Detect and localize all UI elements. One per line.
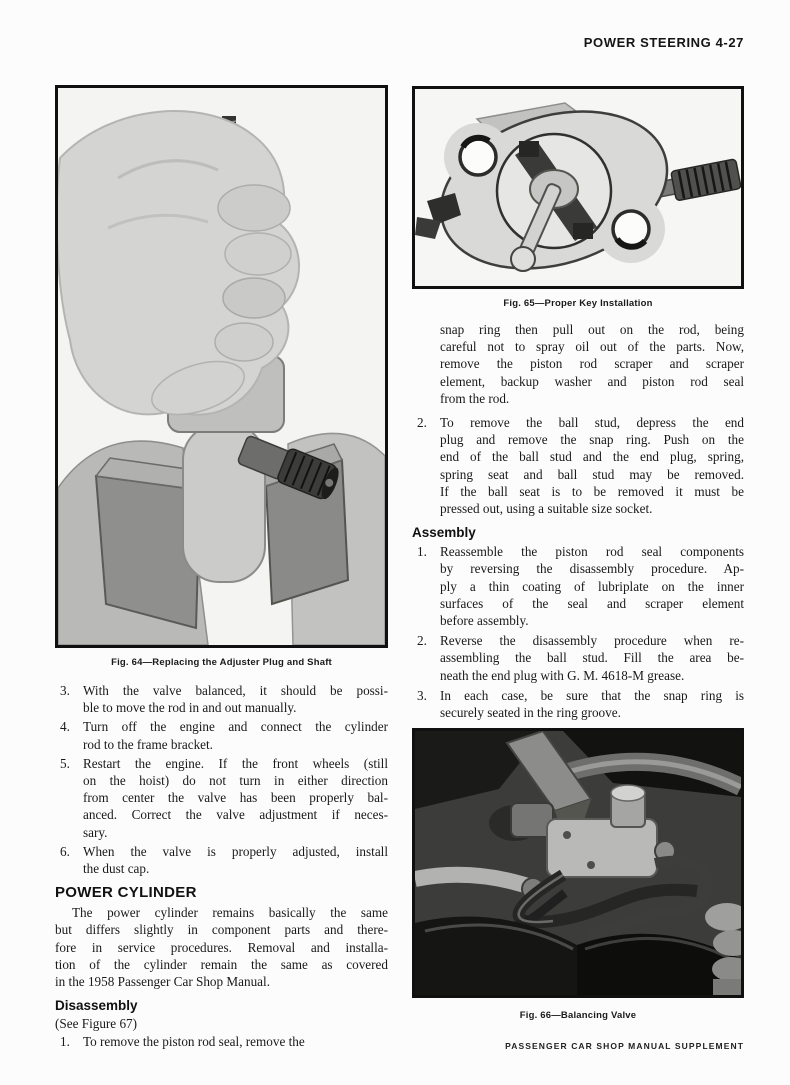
step-text: Turn off the engine and connect the cylinder rod to the frame bracket. (83, 719, 388, 752)
figure-66-photo (415, 731, 741, 995)
power-cylinder-heading: POWER CYLINDER (55, 884, 197, 902)
disassembly-step-2 (412, 414, 744, 517)
step-text: When the valve is properly adjusted, install the dust cap. (83, 843, 388, 877)
numbered-step (55, 682, 388, 716)
bolt-1 (563, 831, 571, 839)
assembly-steps (412, 543, 744, 721)
continuation-paragraph: snap ring then pull out on the rod, being careful not to spray oil out of the parts. Now, remove the piston rod scraper and scraper element, backup washer and piston rod seal from the rod. (440, 322, 744, 406)
figure-65-frame (412, 86, 744, 289)
numbered-step (55, 755, 388, 841)
figure-66-frame (412, 728, 744, 998)
left-column (55, 0, 388, 1053)
step-text: Restart the engine. If the front wheels (still on the hoist) do not turn in either direction from center the valve has been properly bal- anced. Correct the valve adjustment if neces- sary. (83, 755, 388, 840)
valve-top-cap (611, 785, 645, 801)
step-number: 6. (60, 843, 70, 859)
see-figure-note: (See Figure 67) (55, 1016, 138, 1032)
disassembly-steps (55, 1033, 388, 1050)
page-footer: PASSENGER CAR SHOP MANUAL SUPPLEMENT (505, 1041, 744, 1051)
step-number: 3. (60, 683, 70, 698)
step-number: 3. (417, 687, 427, 703)
finger-4 (215, 323, 273, 361)
numbered-step (55, 843, 388, 877)
step-number: 1. (60, 1034, 70, 1050)
figure-64-frame (55, 85, 388, 648)
valve-adjustment-steps (55, 682, 388, 877)
step-number: 5. (60, 755, 70, 771)
power-cylinder-paragraph: The power cylinder remains basically the same but differs slightly in component parts and there- fore in service procedures. Removal and installa- tion of the cylinder remain the same as covered in the 1958 Passenger Car Shop Manual. (55, 905, 388, 990)
step-text: To remove the piston rod seal, remove the (83, 1034, 305, 1050)
numbered-step (412, 632, 744, 684)
step-number: 1. (417, 544, 427, 560)
figure-65-photo (415, 89, 741, 286)
numbered-step (412, 414, 744, 517)
figure-64-caption: Fig. 64—Replacing the Adjuster Plug and Shaft (111, 657, 332, 668)
spline-tooth-lower (573, 223, 593, 239)
finger-2 (225, 233, 291, 275)
step-text: In each case, be sure that the snap ring is securely seated in the ring groove. (440, 687, 744, 721)
disassembly-heading: Disassembly (55, 998, 138, 1014)
finger-3 (223, 278, 285, 318)
numbered-step (412, 687, 744, 721)
numbered-step (55, 1033, 388, 1050)
step-number: 2. (417, 633, 427, 649)
step-text: Reassemble the piston rod seal components by reversing the disassembly procedure. Ap- ply a thin coating of lubriplate on the inner surfaces of the seal and scraper element before assembly. (440, 544, 744, 629)
figure-66-caption: Fig. 66—Balancing Valve (519, 1010, 637, 1022)
figure-64-photo (58, 88, 385, 645)
assembly-heading: Assembly (412, 525, 476, 541)
numbered-step (55, 718, 388, 752)
numbered-step (412, 543, 744, 629)
wrist (713, 979, 741, 995)
figure-65-caption: Fig. 65—Proper Key Installation (503, 298, 653, 309)
step-number: 4. (60, 719, 70, 735)
finger-1 (218, 185, 290, 231)
step-text: Reverse the disassembly procedure when re- assembling the ball stud. Fill the area be- neath the end plug with G. M. 4618-M grease. (440, 633, 744, 683)
right-column (412, 0, 744, 1021)
spline-tooth-upper (519, 141, 539, 157)
bolt-2 (587, 861, 595, 869)
step-number: 2. (417, 415, 427, 431)
page-header: POWER STEERING 4-27 (583, 35, 744, 50)
step-text: With the valve balanced, it should be possi- ble to move the rod in and out manually. (83, 683, 388, 716)
key-end (511, 247, 535, 271)
step-text: To remove the ball stud, depress the end plug and remove the snap ring. Push on the end of the ball stud and the end plug, spring, spring seat and ball stud may be removed. If the ball seat is to be removed it must be pressed out, using a suitable size socket. (440, 415, 744, 517)
